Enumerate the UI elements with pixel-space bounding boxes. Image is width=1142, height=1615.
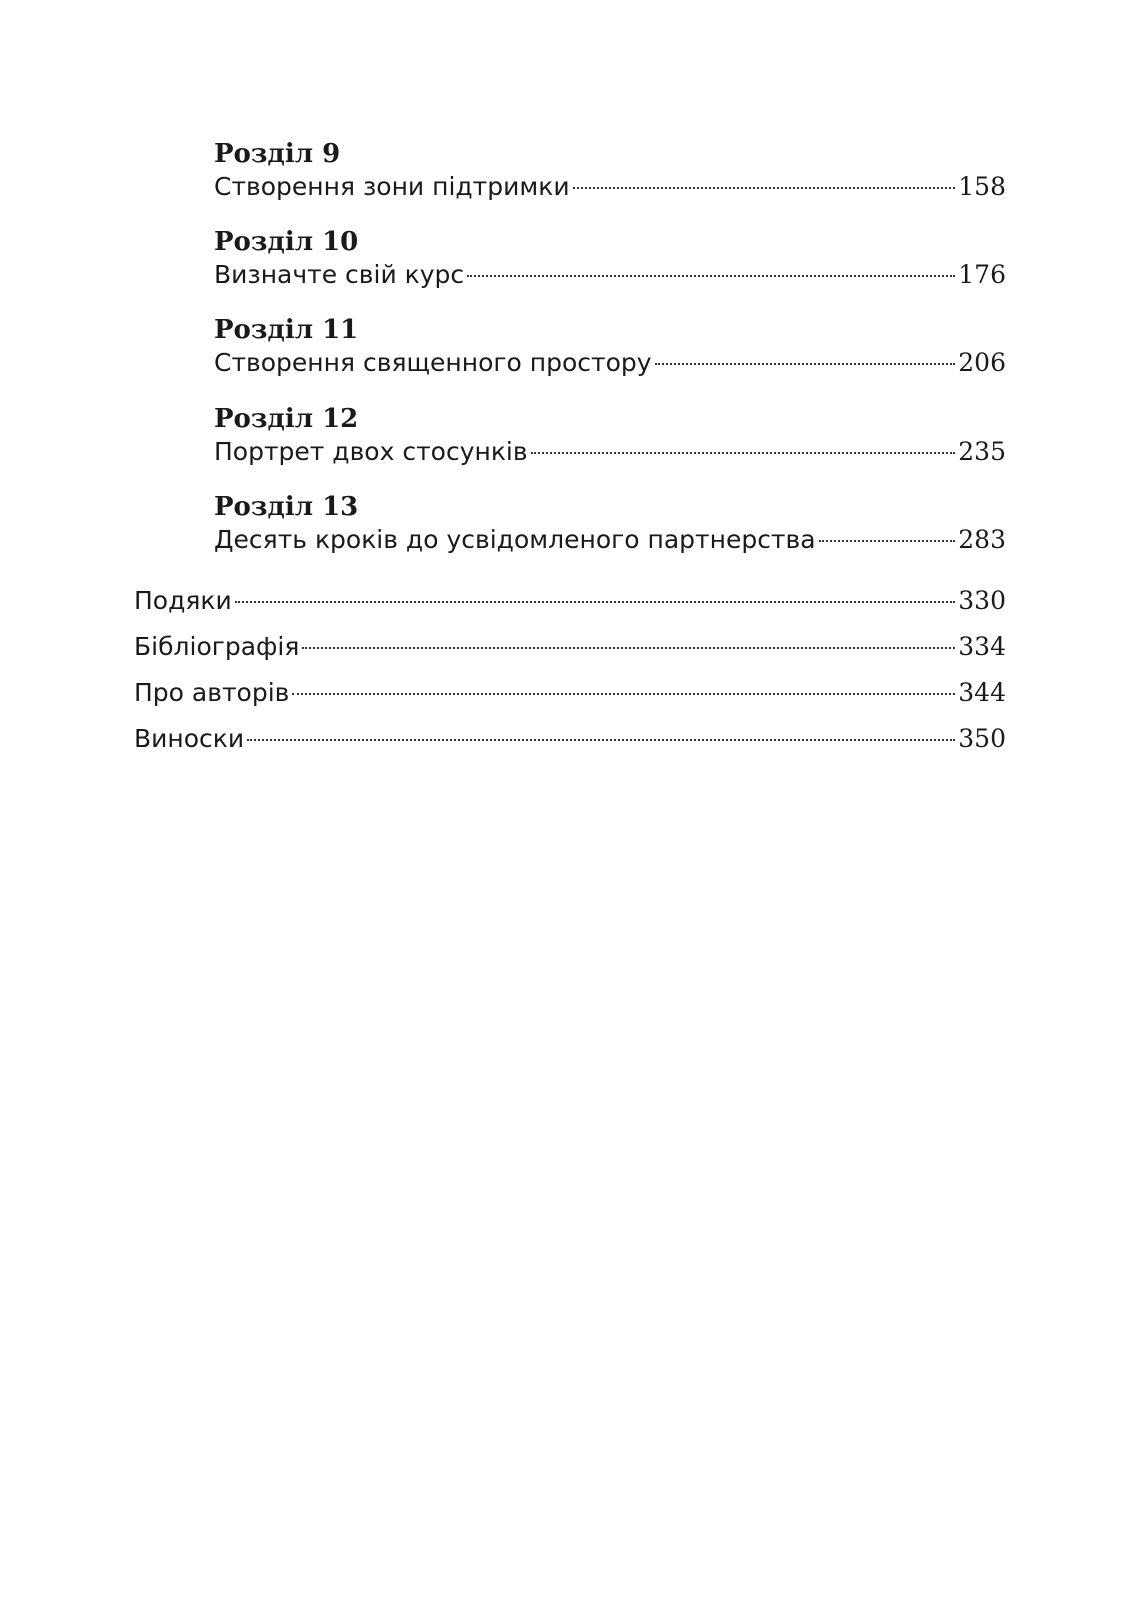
- toc-entry-page: 350: [958, 724, 1006, 753]
- toc-entry[interactable]: [214, 170, 1006, 204]
- dot-leader: [302, 647, 955, 649]
- toc-entry-title: Визначте свій курс: [214, 260, 465, 289]
- toc-entry-page: 330: [958, 586, 1006, 615]
- dot-leader: [531, 452, 956, 454]
- toc-entry[interactable]: [214, 435, 1006, 469]
- toc-entry-page: 344: [958, 678, 1006, 707]
- toc-entry-page: 334: [958, 632, 1006, 661]
- toc-chapter-13: [214, 491, 1006, 557]
- toc-entry[interactable]: [214, 523, 1006, 557]
- toc-entry[interactable]: [214, 346, 1006, 380]
- toc-entry-title: Десять кроків до усвідомленого партнерства: [214, 525, 816, 554]
- toc-chapter-9: [214, 138, 1006, 204]
- chapter-heading: Розділ 12: [214, 404, 359, 434]
- chapter-heading: Розділ 9: [214, 139, 341, 169]
- toc-entry-footnotes[interactable]: [134, 722, 1006, 756]
- toc-entry-page: 176: [958, 260, 1006, 289]
- toc-entry[interactable]: [214, 258, 1006, 292]
- toc-entry-title: Портрет двох стосунків: [214, 437, 528, 466]
- dot-leader: [655, 363, 956, 365]
- dot-leader: [247, 739, 955, 741]
- toc-chapter-10: [214, 226, 1006, 292]
- chapter-heading: Розділ 11: [214, 315, 359, 345]
- toc-chapter-11: [214, 314, 1006, 380]
- toc-entry-acknowledgements[interactable]: [134, 584, 1006, 618]
- dot-leader: [573, 187, 956, 189]
- toc-entry-page: 235: [958, 437, 1006, 466]
- chapter-heading: Розділ 10: [214, 227, 359, 257]
- toc-entry-page: 158: [958, 172, 1006, 201]
- toc-entry-title: Створення священного простору: [214, 348, 652, 377]
- toc-entry-title: Подяки: [134, 586, 232, 615]
- dot-leader: [819, 540, 956, 542]
- dot-leader: [467, 275, 955, 277]
- toc-entry-page: 206: [958, 348, 1006, 377]
- toc-entry-title: Бібліографія: [134, 632, 300, 661]
- toc-entry-title: Про авторів: [134, 678, 290, 707]
- chapter-heading: Розділ 13: [214, 492, 359, 522]
- toc-entry-bibliography[interactable]: [134, 630, 1006, 664]
- toc-entry-page: 283: [958, 525, 1006, 554]
- toc-entry-title: Створення зони підтримки: [214, 172, 570, 201]
- toc-entry-about-authors[interactable]: [134, 676, 1006, 710]
- toc-entry-title: Виноски: [134, 724, 245, 753]
- dot-leader: [292, 693, 955, 695]
- toc-chapter-12: [214, 403, 1006, 469]
- dot-leader: [235, 601, 956, 603]
